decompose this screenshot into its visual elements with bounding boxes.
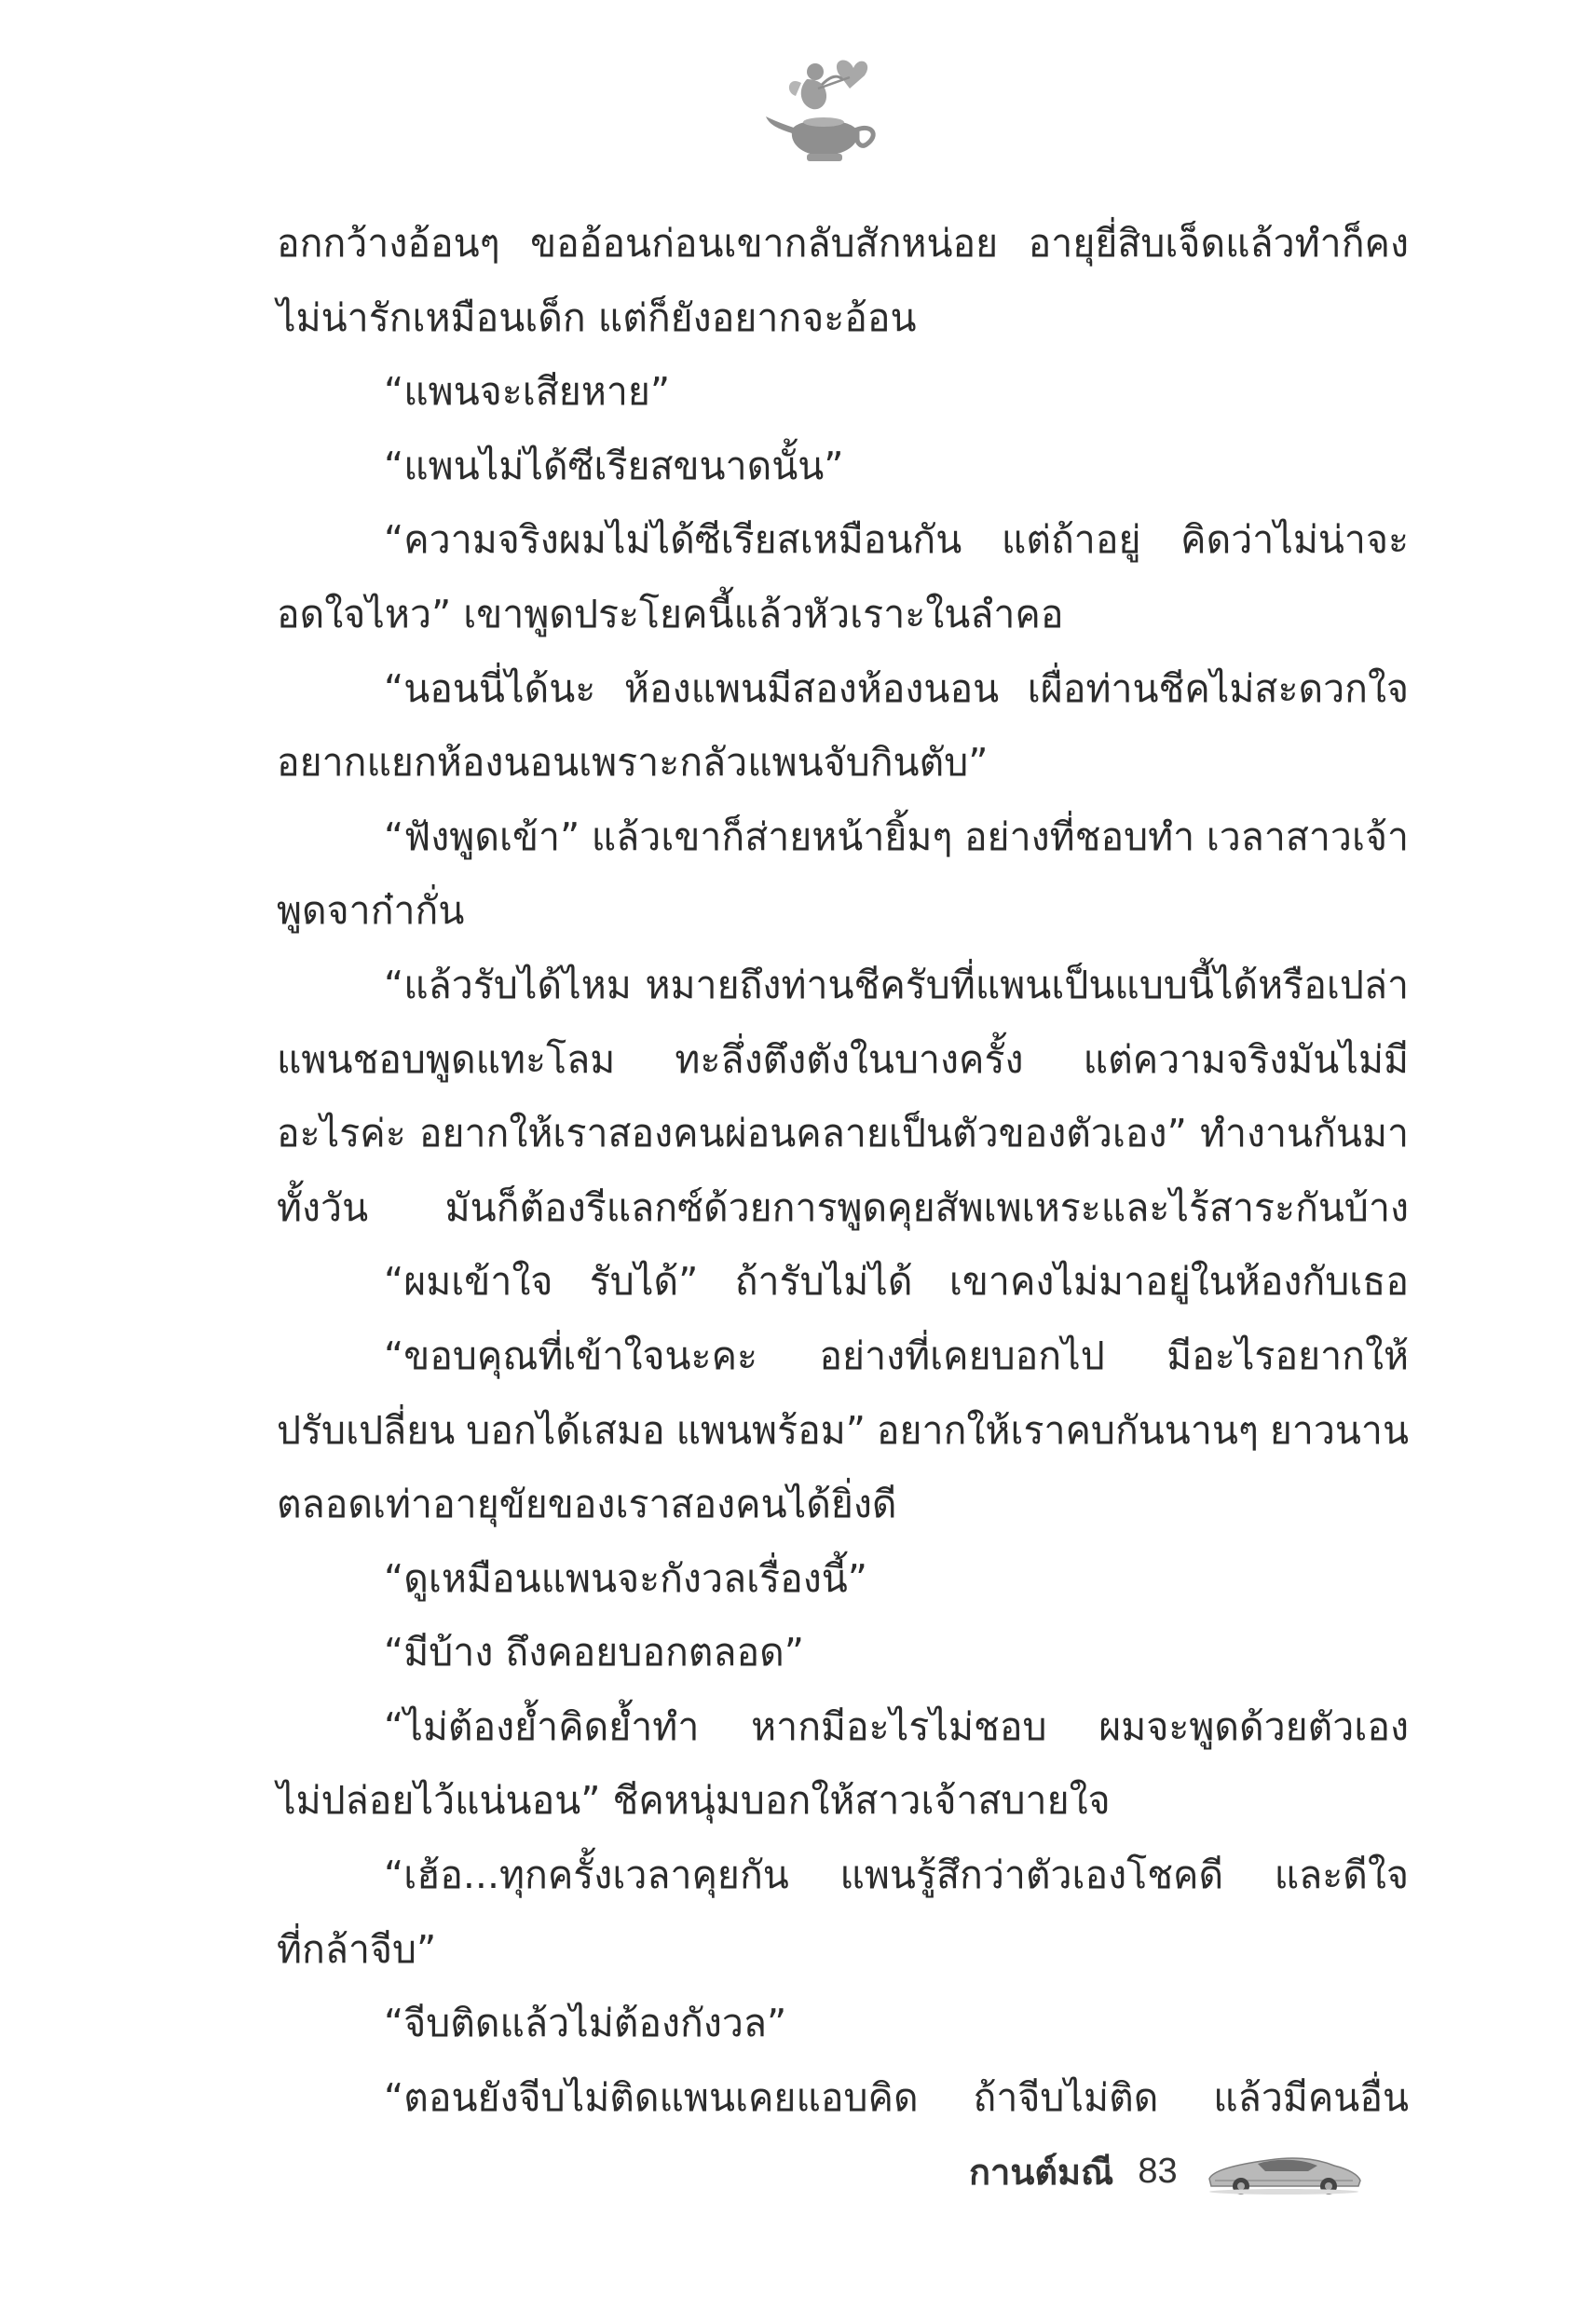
text-phrase: หมายถึงท่านชีครับที่แพนเป็นแบบนี้ได้หรือเปล่า: [645, 962, 1409, 1007]
page-footer: [969, 2134, 1453, 2208]
text-phrase: รับได้”: [589, 1259, 699, 1305]
text-phrase: ถึงคอยบอกตลอด”: [505, 1630, 805, 1675]
text-phrase: ชีคหนุ่มบอกให้สาวเจ้าสบายใจ: [612, 1778, 1111, 1824]
text-phrase: อย่างที่ชอบทำ: [963, 814, 1195, 859]
text-phrase: “แล้วรับได้ไหม: [384, 962, 632, 1007]
text-line: [277, 1097, 1409, 1171]
text-phrase: มีอะไรอยากให้: [1166, 1333, 1409, 1378]
text-phrase: หากมีอะไรไม่ชอบ: [751, 1703, 1047, 1749]
text-line: [277, 1023, 1409, 1098]
text-phrase: ทั้งวัน: [277, 1184, 369, 1230]
text-line: [277, 1616, 1409, 1690]
text-phrase: เผื่อท่านชีคไม่สะดวกใจ: [1027, 665, 1409, 711]
text-phrase: “ผมเข้าใจ: [384, 1259, 553, 1305]
text-phrase: เวลาสาวเจ้า: [1206, 814, 1409, 859]
text-phrase: แพนชอบพูดแทะโลม: [277, 1036, 616, 1082]
text-phrase: “ตอนยังจีบไม่ติดแพนเคยแอบคิด: [384, 2074, 919, 2120]
text-phrase: อดใจไหว”: [277, 591, 452, 636]
text-phrase: ทำงานกันมา: [1199, 1111, 1409, 1156]
text-line: [277, 1394, 1409, 1469]
text-line: [277, 1542, 1409, 1617]
text-line: [277, 503, 1409, 578]
text-phrase: แต่ก็ยังอยากจะอ้อน: [597, 294, 917, 340]
text-phrase: “มีบ้าง: [384, 1630, 494, 1675]
text-phrase: “จีบติดแล้วไม่ต้องกังวล”: [384, 2001, 787, 2046]
text-phrase: ขออ้อนก่อนเขากลับสักหน่อย: [530, 221, 999, 266]
text-line: [277, 1690, 1409, 1765]
text-phrase: ไม่ปล่อยไว้แน่นอน”: [277, 1778, 601, 1824]
text-phrase: “ฟังพูดเข้า”: [384, 814, 580, 859]
text-line: [277, 1839, 1409, 1913]
text-line: [277, 949, 1409, 1023]
text-phrase: ยาวนาน: [1269, 1407, 1409, 1453]
text-phrase: แล้วมีคนอื่น: [1213, 2074, 1409, 2120]
cupid-teapot-ornament-icon: [764, 51, 904, 172]
text-phrase: เขาคงไม่มาอยู่ในห้องกับเธอ: [948, 1259, 1409, 1305]
text-phrase: “แพนไม่ได้ซีเรียสขนาดนั้น”: [384, 443, 844, 488]
text-line: [277, 800, 1409, 875]
text-line: [277, 1468, 1409, 1542]
text-line: [277, 355, 1409, 430]
text-phrase: แพนรู้สึกว่าตัวเองโชคดี: [839, 1853, 1224, 1898]
text-phrase: “ขอบคุณที่เข้าใจนะคะ: [384, 1333, 758, 1378]
text-line: [277, 726, 1409, 800]
text-line: [277, 1171, 1409, 1246]
text-phrase: “ความจริงผมไม่ได้ซีเรียสเหมือนกัน: [384, 517, 962, 563]
text-phrase: “ดูเหมือนแพนจะกังวลเรื่องนี้”: [384, 1555, 868, 1601]
text-line: [277, 2061, 1409, 2136]
text-line: [277, 652, 1409, 727]
text-phrase: ถ้าจีบไม่ติด: [973, 2074, 1159, 2120]
text-phrase: ที่กล้าจีบ”: [277, 1926, 437, 1972]
text-phrase: “ไม่ต้องย้ำคิดย้ำทำ: [384, 1703, 700, 1749]
text-phrase: อยากแยกห้องนอนเพราะกลัวแพนจับกินตับ”: [277, 740, 989, 786]
text-line: [277, 430, 1409, 504]
book-title: กานต์มณี: [969, 2151, 1114, 2193]
text-line: [277, 1320, 1409, 1394]
text-phrase: อยากให้เราคบกันนานๆ: [876, 1407, 1259, 1453]
text-phrase: และดีใจ: [1274, 1853, 1409, 1898]
text-phrase: ห้องแพนมีสองห้องนอน: [623, 665, 1000, 711]
text-phrase: แต่ถ้าอยู่: [1001, 517, 1141, 563]
text-phrase: แต่ความจริงมันไม่มี: [1083, 1036, 1409, 1082]
text-line: [277, 207, 1409, 281]
page-number: 83: [1138, 2151, 1178, 2191]
text-phrase: ถ้ารับไม่ได้: [734, 1259, 913, 1305]
sports-car-icon: [1204, 2147, 1364, 2195]
text-line: [277, 874, 1409, 949]
text-line: [277, 281, 1409, 356]
text-phrase: แล้วเขาก็ส่ายหน้ายิ้มๆ: [591, 814, 953, 859]
text-phrase: ผมจะพูดด้วยตัวเอง: [1098, 1703, 1409, 1749]
text-line: [277, 1987, 1409, 2061]
text-phrase: ปรับเปลี่ยน: [277, 1407, 456, 1453]
text-phrase: อย่างที่เคยบอกไป: [819, 1333, 1105, 1378]
text-phrase: อะไรค่ะ: [277, 1111, 406, 1156]
text-line: [277, 1764, 1409, 1839]
text-line: [277, 1245, 1409, 1320]
text-phrase: อยากให้เราสองคนผ่อนคลายเป็นตัวของตัวเอง”: [418, 1111, 1187, 1156]
text-phrase: ไม่น่ารักเหมือนเด็ก: [277, 294, 586, 340]
text-phrase: แพนพร้อม”: [675, 1407, 866, 1453]
text-phrase: เขาพูดประโยคนี้แล้วหัวเราะในลำคอ: [463, 591, 1064, 636]
page-body-text: [277, 207, 1409, 2135]
text-phrase: อายุยี่สิบเจ็ดแล้วทำก็คง: [1028, 221, 1409, 266]
text-line: [277, 1913, 1409, 1988]
text-line: [277, 578, 1409, 652]
text-phrase: มันก็ต้องรีแลกซ์ด้วยการพูดคุยสัพเพเหระและไร้สาระกันบ้าง: [444, 1184, 1409, 1230]
text-phrase: ทะลึ่งตึงตังในบางครั้ง: [675, 1036, 1024, 1082]
text-phrase: บอกได้เสมอ: [466, 1407, 665, 1453]
text-phrase: “แพนจะเสียหาย”: [384, 369, 671, 415]
text-phrase: ตลอดเท่าอายุขัยของเราสองคนได้ยิ่งดี: [277, 1482, 897, 1527]
text-phrase: พูดจาก๋ากั่น: [277, 888, 465, 934]
text-phrase: อกกว้างอ้อนๆ: [277, 221, 500, 266]
text-phrase: คิดว่าไม่น่าจะ: [1180, 517, 1409, 563]
text-phrase: “นอนนี่ได้นะ: [384, 665, 596, 711]
text-phrase: “เฮ้อ...ทุกครั้งเวลาคุยกัน: [384, 1853, 789, 1898]
